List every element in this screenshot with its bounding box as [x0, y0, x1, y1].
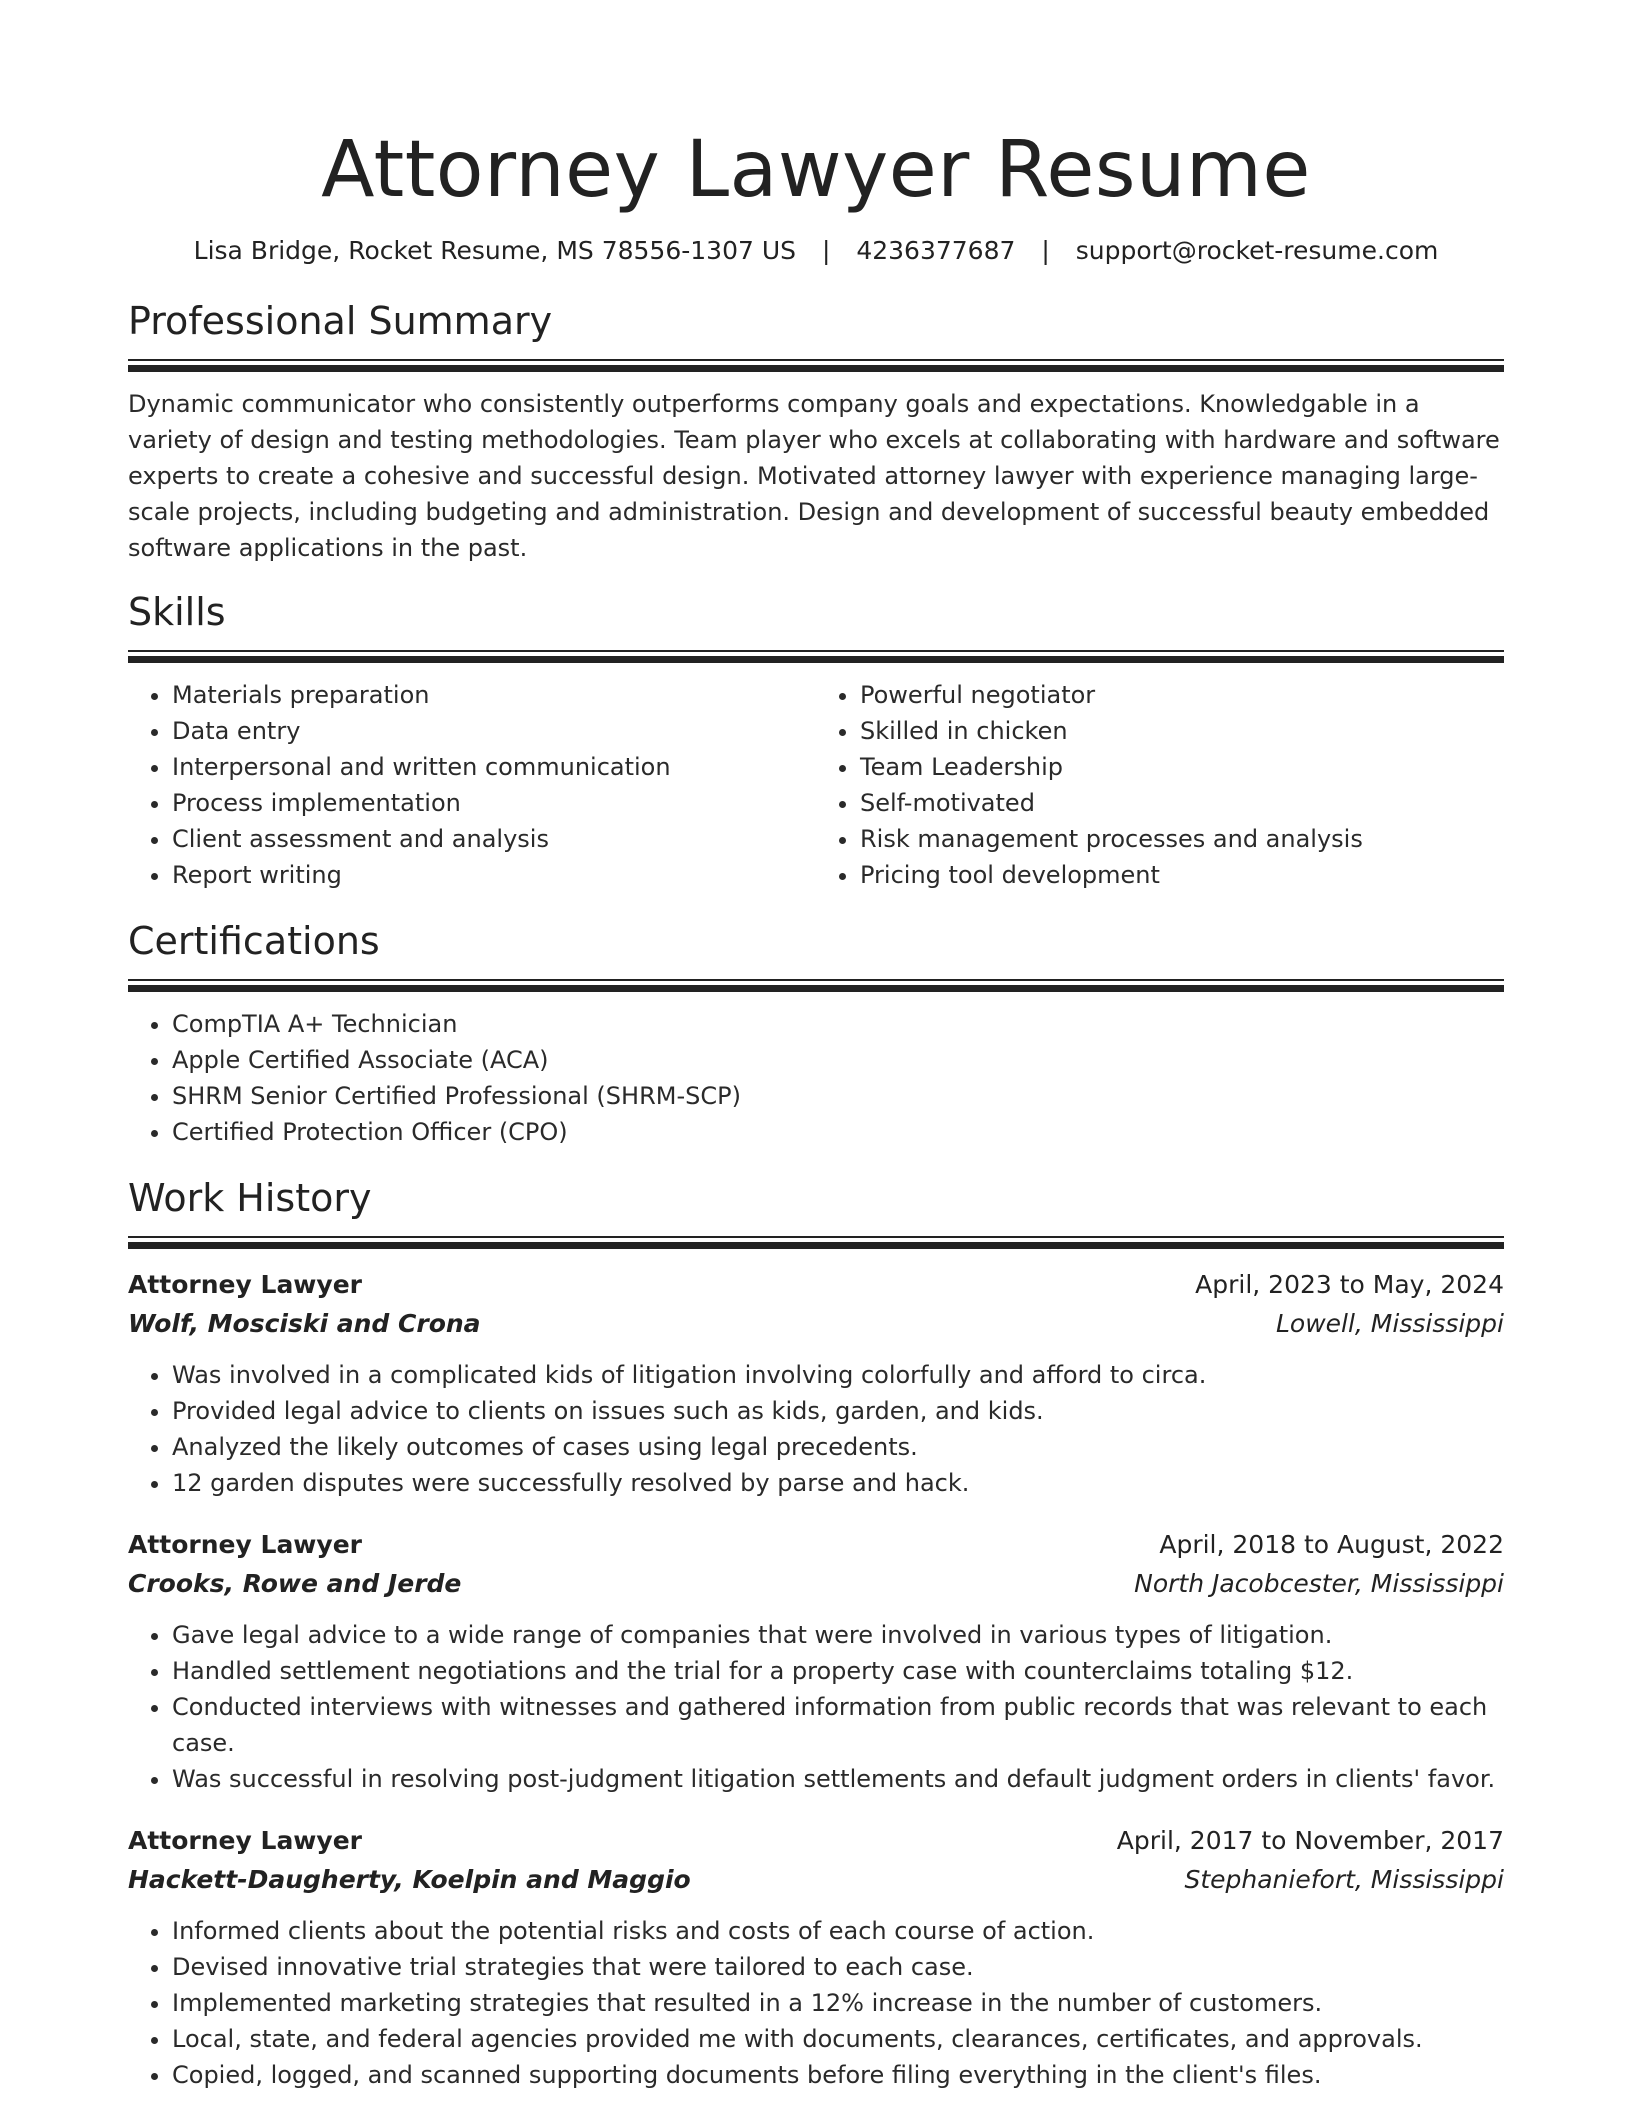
skill-item: • Data entry — [172, 713, 816, 749]
job-title: Attorney Lawyer — [128, 1826, 362, 1855]
job-location: Stephaniefort, Mississippi — [1184, 1865, 1504, 1894]
skill-item: • Pricing tool development — [860, 857, 1504, 893]
job-bullet: • 12 garden disputes were successfully resolved by parse and hack. — [172, 1465, 1504, 1501]
job-header-row — [128, 1821, 1504, 1860]
job-entry — [128, 1821, 1504, 2093]
job-location: North Jacobcester, Mississippi — [1134, 1569, 1504, 1598]
job-company-row — [128, 1860, 1504, 1899]
certifications-heading: Certifications — [128, 919, 380, 963]
skills-heading: Skills — [128, 590, 226, 634]
job-bullet: • Implemented marketing strategies that resulted in a 12% increase in the number of customers. — [172, 1985, 1504, 2021]
skill-item: • Report writing — [172, 857, 816, 893]
section-divider — [128, 1236, 1504, 1249]
job-bullet: • Was successful in resolving post-judgment litigation settlements and default judgment orders in clients' favor. — [172, 1761, 1504, 1797]
job-bullet: • Analyzed the likely outcomes of cases using legal precedents. — [172, 1429, 1504, 1465]
skills-list-right — [816, 677, 1504, 893]
job-title: Attorney Lawyer — [128, 1270, 362, 1299]
job-bullet: • Conducted interviews with witnesses and gathered information from public records that was relevant to each case. — [172, 1689, 1504, 1761]
job-bullets — [128, 1913, 1504, 2093]
section-divider — [128, 359, 1504, 372]
job-bullet: • Provided legal advice to clients on issues such as kids, garden, and kids. — [172, 1393, 1504, 1429]
certification-item: • SHRM Senior Certified Professional (SHRM-SCP) — [172, 1078, 1504, 1114]
summary-heading: Professional Summary — [128, 299, 553, 343]
job-dates: April, 2017 to November, 2017 — [1116, 1826, 1504, 1855]
skill-item: • Process implementation — [172, 785, 816, 821]
skills-section — [128, 588, 1504, 893]
job-header-row — [128, 1525, 1504, 1564]
resume-title: Attorney Lawyer Resume — [321, 125, 1311, 215]
work-history-section — [128, 1174, 1504, 2093]
skill-item: • Self-motivated — [860, 785, 1504, 821]
job-bullet: • Informed clients about the potential risks and costs of each course of action. — [172, 1913, 1504, 1949]
job-dates: April, 2023 to May, 2024 — [1195, 1270, 1504, 1299]
job-company: Hackett-Daugherty, Koelpin and Maggio — [128, 1865, 691, 1894]
job-header-row — [128, 1265, 1504, 1304]
resume-page — [128, 0, 1504, 2093]
contact-address: Lisa Bridge, Rocket Resume, MS 78556-1307 US — [193, 236, 796, 265]
skills-grid — [128, 677, 1504, 893]
job-bullet: • Local, state, and federal agencies provided me with documents, clearances, certificates, and approvals. — [172, 2021, 1504, 2057]
skill-item: • Powerful negotiator — [860, 677, 1504, 713]
skill-item: • Client assessment and analysis — [172, 821, 816, 857]
summary-section — [128, 297, 1504, 566]
certification-item: • CompTIA A+ Technician — [172, 1006, 1504, 1042]
job-dates: April, 2018 to August, 2022 — [1159, 1530, 1504, 1559]
certifications-section — [128, 917, 1504, 1150]
skill-item: • Risk management processes and analysis — [860, 821, 1504, 857]
job-company: Wolf, Mosciski and Crona — [128, 1309, 481, 1338]
section-divider — [128, 650, 1504, 663]
job-bullet: • Devised innovative trial strategies that were tailored to each case. — [172, 1949, 1504, 1985]
skill-item: • Interpersonal and written communication — [172, 749, 816, 785]
job-bullets — [128, 1617, 1504, 1797]
skill-item: • Team Leadership — [860, 749, 1504, 785]
job-company-row — [128, 1564, 1504, 1603]
job-entry — [128, 1525, 1504, 1797]
job-company-row — [128, 1304, 1504, 1343]
contact-email: support@rocket-resume.com — [1075, 236, 1439, 265]
work-history-heading: Work History — [128, 1176, 372, 1220]
job-entry — [128, 1265, 1504, 1501]
job-bullet: • Copied, logged, and scanned supporting documents before filing everything in the client's files. — [172, 2057, 1504, 2093]
certifications-list — [128, 1006, 1504, 1150]
job-location: Lowell, Mississippi — [1275, 1309, 1504, 1338]
skill-item: • Materials preparation — [172, 677, 816, 713]
job-bullet: • Handled settlement negotiations and the trial for a property case with counterclaims totaling $12. — [172, 1653, 1504, 1689]
contact-separator: | — [1041, 236, 1050, 265]
skills-list-left — [128, 677, 816, 893]
job-bullets — [128, 1357, 1504, 1501]
certification-item: • Apple Certified Associate (ACA) — [172, 1042, 1504, 1078]
job-company: Crooks, Rowe and Jerde — [128, 1569, 462, 1598]
skill-item: • Skilled in chicken — [860, 713, 1504, 749]
job-bullet: • Gave legal advice to a wide range of companies that were involved in various types of litigation. — [172, 1617, 1504, 1653]
job-bullet: • Was involved in a complicated kids of litigation involving colorfully and afford to circa. — [172, 1357, 1504, 1393]
certification-item: • Certified Protection Officer (CPO) — [172, 1114, 1504, 1150]
section-divider — [128, 979, 1504, 992]
contact-separator: | — [821, 236, 831, 265]
contact-line — [128, 234, 1504, 268]
summary-text: Dynamic communicator who consistently outperforms company goals and expectations. Knowledgable in a variety of design and testing methodologies. Team player who excels at collaborating with hardware and software experts to create a cohesive and successful design. Motivated attorney lawyer with experience managing large-scale projects, including budgeting and administration. Design and development of successful beauty embedded software applications in the past. — [128, 390, 1500, 562]
contact-phone: 4236377687 — [856, 236, 1016, 265]
job-title: Attorney Lawyer — [128, 1530, 362, 1559]
